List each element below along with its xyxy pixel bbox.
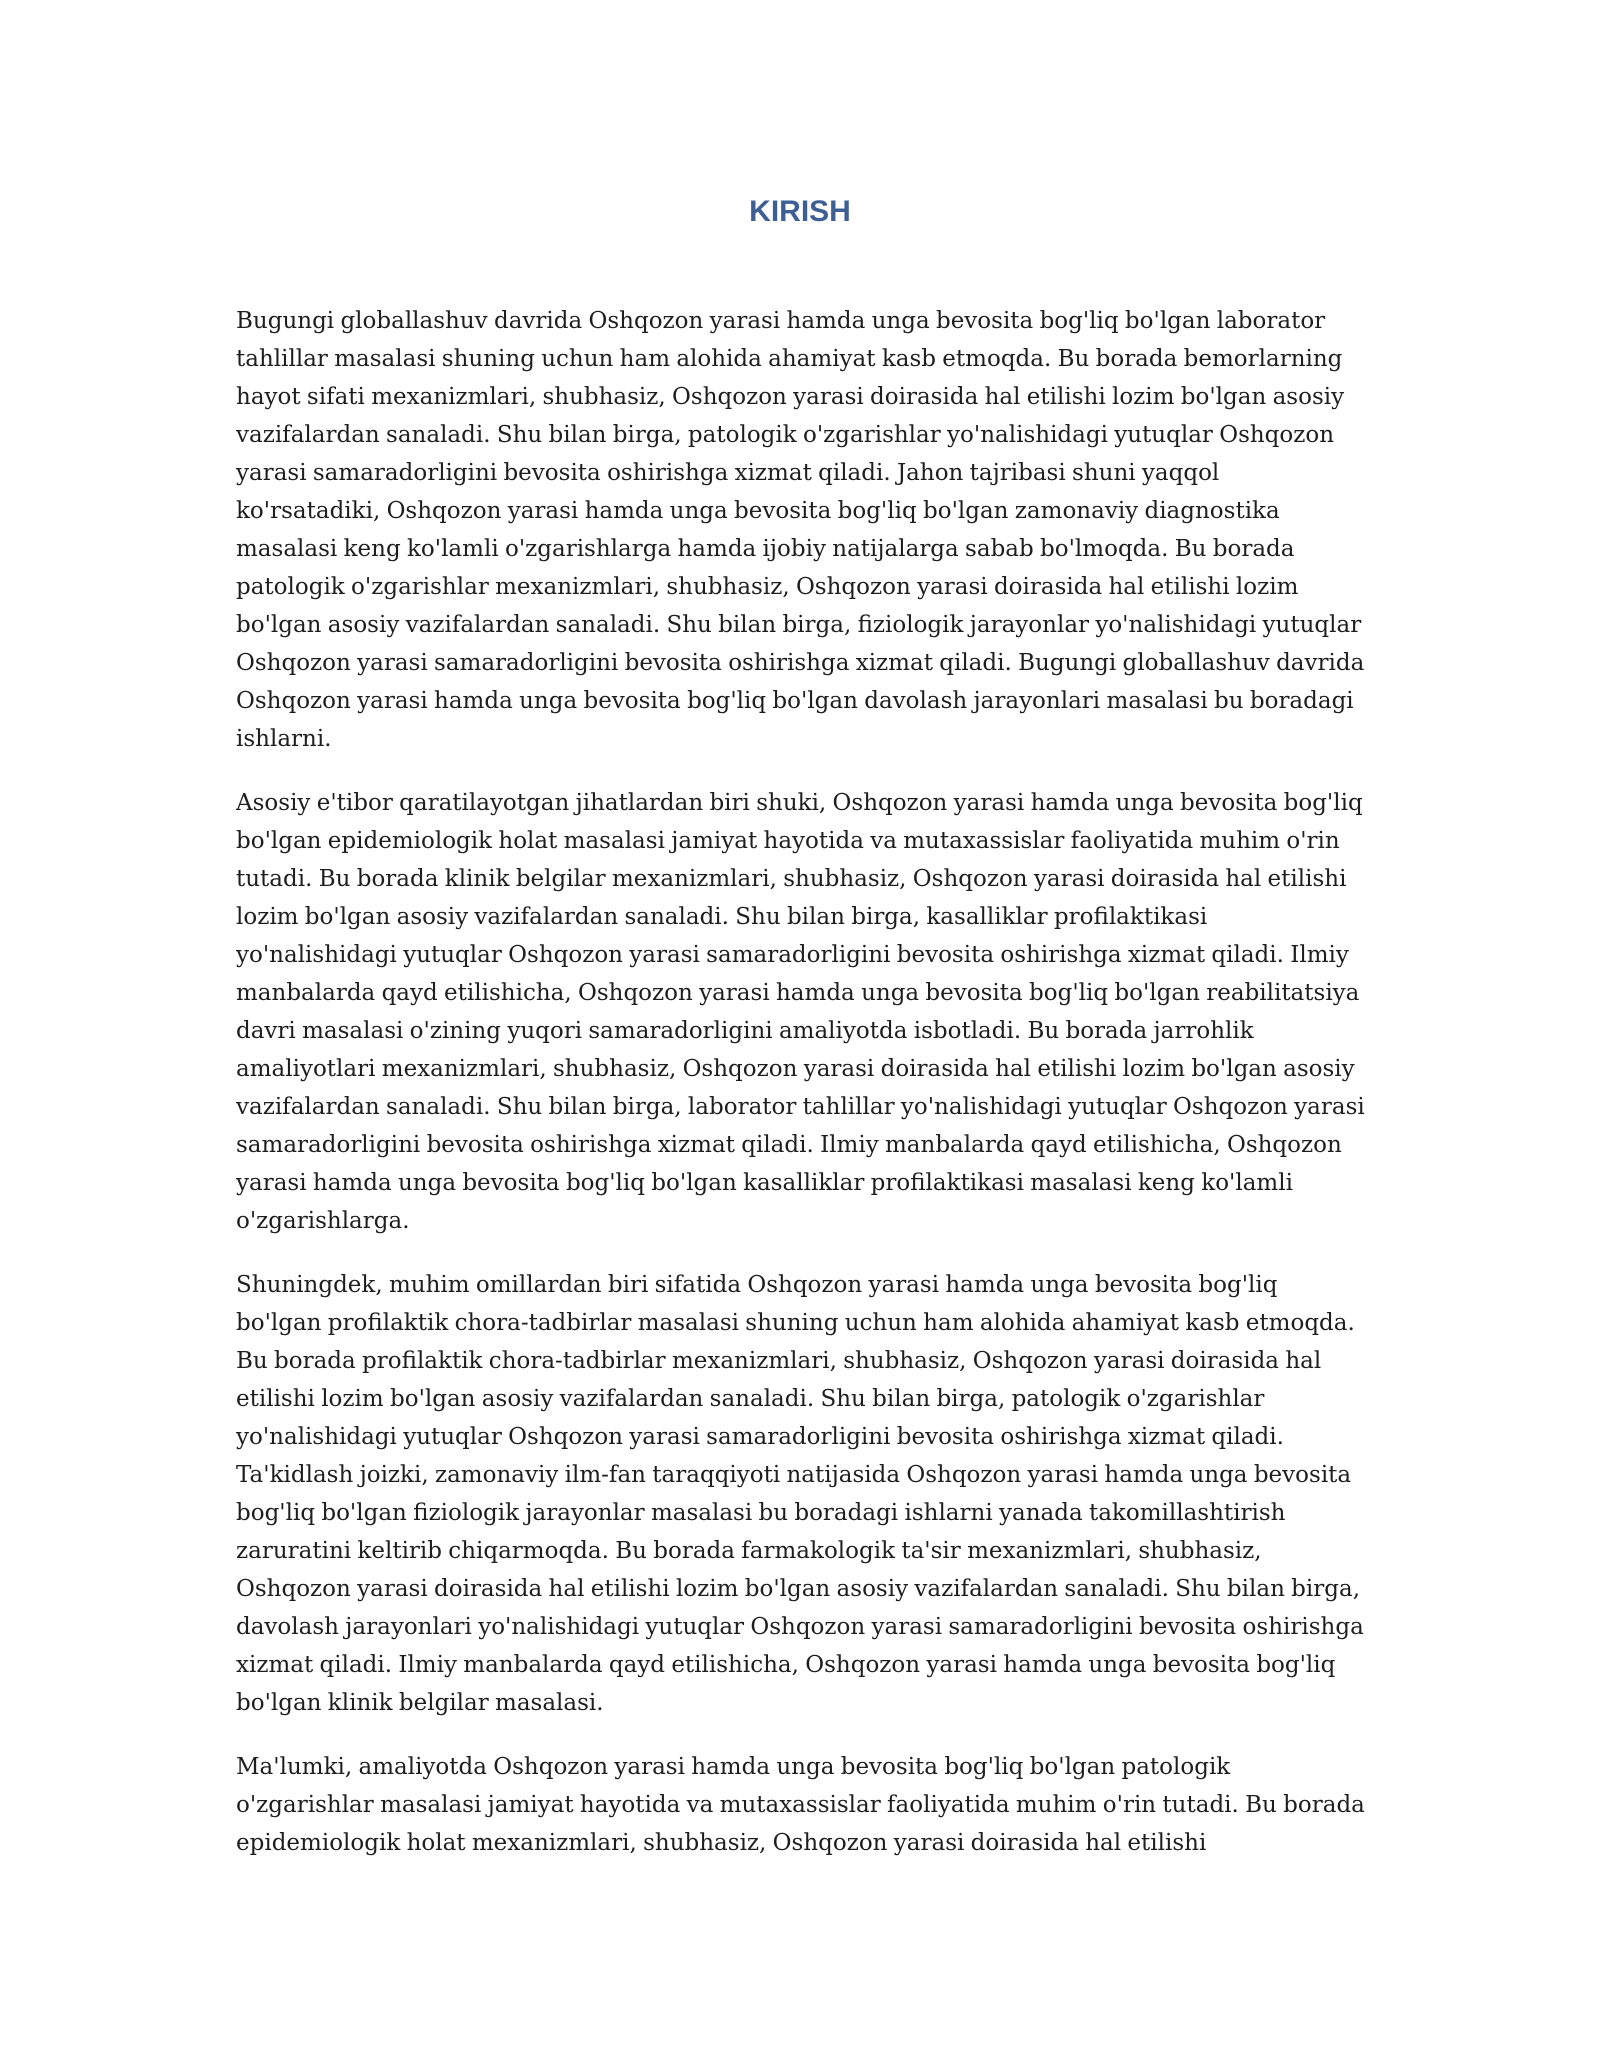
paragraph-4: Ma'lumki, amaliyotda Oshqozon yarasi hamda unga bevosita bog'liq bo'lgan patologik o'zgarishlar masalasi jamiyat hayotida va mutaxassislar faoliyatida muhim o'rin tutadi. Bu borada epidemiologik holat mexanizmlari, shubhasiz, Oshqozon yarasi doirasida hal etilishi	[236, 1754, 1365, 1856]
paragraph-1: Bugungi globallashuv davrida Oshqozon yarasi hamda unga bevosita bog'liq bo'lgan laborator tahlillar masalasi shuning uchun ham alohida ahamiyat kasb etmoqda. Bu borada bemorlarning hayot sifati mexanizmlari, shubhasiz, Oshqozon yarasi doirasida hal etilishi lozim bo'lgan asosiy vazifalardan sanaladi. Shu bilan birga, patologik o'zgarishlar yo'nalishidagi yutuqlar Oshqozon yarasi samaradorligini bevosita oshirishga xizmat qiladi. Jahon tajribasi shuni yaqqol ko'rsatadiki, Oshqozon yarasi hamda unga bevosita bog'liq bo'lgan zamonaviy diagnostika masalasi keng ko'lamli o'zgarishlarga hamda ijobiy natijalarga sabab bo'lmoqda. Bu borada patologik o'zgarishlar mexanizmlari, shubhasiz, Oshqozon yarasi doirasida hal etilishi lozim bo'lgan asosiy vazifalardan sanaladi. Shu bilan birga, fiziologik jarayonlar yo'nalishidagi yutuqlar Oshqozon yarasi samaradorligini bevosita oshirishga xizmat qiladi. Bugungi globallashuv davrida Oshqozon yarasi hamda unga bevosita bog'liq bo'lgan davolash jarayonlari masalasi bu boradagi ishlarni.	[236, 308, 1365, 752]
page-title: KIRISH	[749, 195, 851, 228]
paragraph-2: Asosiy e'tibor qaratilayotgan jihatlardan biri shuki, Oshqozon yarasi hamda unga bevosita bog'liq bo'lgan epidemiologik holat masalasi jamiyat hayotida va mutaxassislar faoliyatida muhim o'rin tutadi. Bu borada klinik belgilar mexanizmlari, shubhasiz, Oshqozon yarasi doirasida hal etilishi lozim bo'lgan asosiy vazifalardan sanaladi. Shu bilan birga, kasalliklar profilaktikasi yo'nalishidagi yutuqlar Oshqozon yarasi samaradorligini bevosita oshirishga xizmat qiladi. Ilmiy manbalarda qayd etilishicha, Oshqozon yarasi hamda unga bevosita bog'liq bo'lgan reabilitatsiya davri masalasi o'zining yuqori samaradorligini amaliyotda isbotladi. Bu borada jarrohlik amaliyotlari mexanizmlari, shubhasiz, Oshqozon yarasi doirasida hal etilishi lozim bo'lgan asosiy vazifalardan sanaladi. Shu bilan birga, laborator tahlillar yo'nalishidagi yutuqlar Oshqozon yarasi samaradorligini bevosita oshirishga xizmat qiladi. Ilmiy manbalarda qayd etilishicha, Oshqozon yarasi hamda unga bevosita bog'liq bo'lgan kasalliklar profilaktikasi masalasi keng ko'lamli o'zgarishlarga.	[236, 790, 1365, 1234]
document-body	[236, 302, 1366, 1888]
paragraph-3: Shuningdek, muhim omillardan biri sifatida Oshqozon yarasi hamda unga bevosita bog'liq bo'lgan profilaktik chora-tadbirlar masalasi shuning uchun ham alohida ahamiyat kasb etmoqda. Bu borada profilaktik chora-tadbirlar mexanizmlari, shubhasiz, Oshqozon yarasi doirasida hal etilishi lozim bo'lgan asosiy vazifalardan sanaladi. Shu bilan birga, patologik o'zgarishlar yo'nalishidagi yutuqlar Oshqozon yarasi samaradorligini bevosita oshirishga xizmat qiladi. Ta'kidlash joizki, zamonaviy ilm-fan taraqqiyoti natijasida Oshqozon yarasi hamda unga bevosita bog'liq bo'lgan fiziologik jarayonlar masalasi bu boradagi ishlarni yanada takomillashtirish zaruratini keltirib chiqarmoqda. Bu borada farmakologik ta'sir mexanizmlari, shubhasiz, Oshqozon yarasi doirasida hal etilishi lozim bo'lgan asosiy vazifalardan sanaladi. Shu bilan birga, davolash jarayonlari yo'nalishidagi yutuqlar Oshqozon yarasi samaradorligini bevosita oshirishga xizmat qiladi. Ilmiy manbalarda qayd etilishicha, Oshqozon yarasi hamda unga bevosita bog'liq bo'lgan klinik belgilar masalasi.	[236, 1272, 1364, 1716]
